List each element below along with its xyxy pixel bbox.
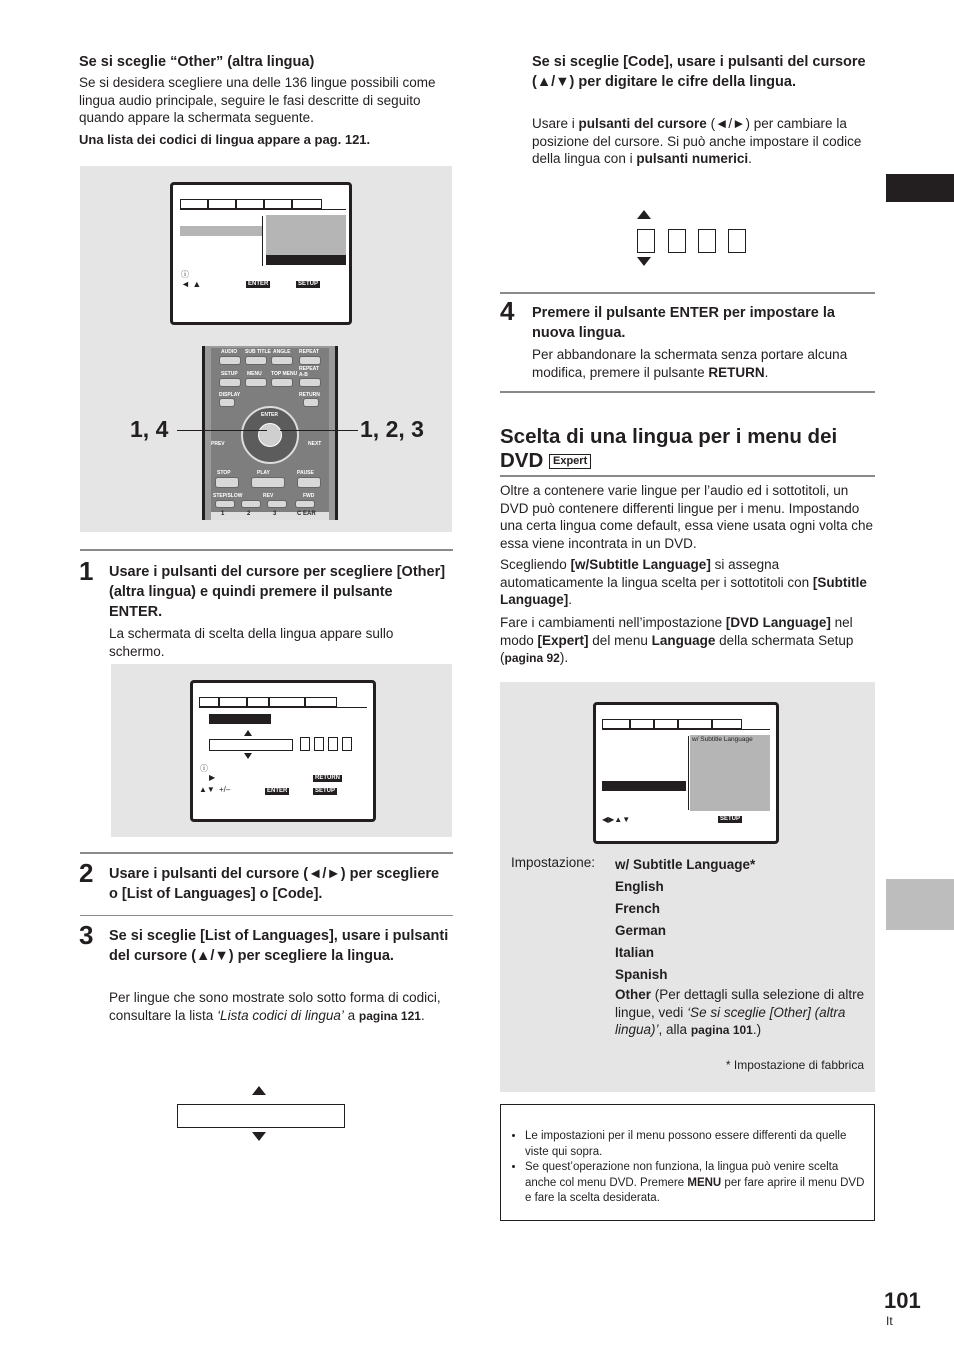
factory-default-note: * Impostazione di fabbrica bbox=[725, 1058, 864, 1072]
other-heading: Se si sceglie “Other” (altra lingua) bbox=[79, 54, 315, 70]
enter-button[interactable] bbox=[258, 423, 282, 447]
angle-button[interactable]: ANGLE bbox=[273, 349, 291, 355]
setup-label: SETUP bbox=[720, 816, 741, 822]
step1-text: La schermata di scelta della lingua appare sullo schermo. bbox=[109, 626, 394, 659]
clear-button[interactable]: C EAR bbox=[297, 511, 316, 517]
code-digit-2 bbox=[668, 229, 686, 253]
code-digit-4 bbox=[728, 229, 746, 253]
setting-option: w/ Subtitle Language* bbox=[615, 857, 756, 872]
step1-heading: Usare i pulsanti del cursore per scegliere [Other] (altra lingua) e quindi premere il pulsante ENTER. bbox=[109, 564, 446, 620]
setup-label: SETUP bbox=[298, 281, 319, 287]
up-arrow-icon bbox=[252, 1086, 266, 1095]
return-label: RETURN bbox=[315, 775, 340, 781]
enter-label: ENTER bbox=[248, 281, 269, 287]
code-digit-3 bbox=[698, 229, 716, 253]
setting-option: Spanish bbox=[615, 967, 668, 982]
setting-label: Impostazione: bbox=[511, 855, 596, 870]
callout-right: 1, 2, 3 bbox=[360, 416, 424, 442]
step-slow-button[interactable]: STEP/SLOW bbox=[213, 493, 243, 499]
up-arrow-icon bbox=[244, 730, 252, 736]
tv-screen-other bbox=[170, 182, 352, 325]
note-item: • Se quest’operazione non funziona, la lingua può venire scelta anche col menu DVD. Premere MENU per fare aprire il menu DVD e fare la scelta desiderata. bbox=[525, 1160, 870, 1207]
remote-control bbox=[202, 346, 338, 520]
page-number: 101 bbox=[884, 1288, 921, 1313]
step2-number: 2 bbox=[79, 858, 94, 888]
other-text: Se si desidera scegliere una delle 136 lingue possibili come lingua audio principale, seguire le fasi descritte di seguito quando appare la schermata seguente. bbox=[79, 75, 436, 125]
screen-highlight-label: w/ Subtitle Language bbox=[692, 736, 753, 743]
step4-text: Per abbandonare la schermata senza portare alcuna modifica, premere il pulsante RETURN. bbox=[532, 347, 848, 380]
step3-number: 3 bbox=[79, 920, 94, 950]
step1-number: 1 bbox=[79, 556, 94, 586]
language-select-panel bbox=[111, 664, 452, 837]
settings-list bbox=[615, 854, 865, 986]
code-heading: Se si sceglie [Code], usare i pulsanti del cursore (▲/▼) per digitare le cifre della lingua. bbox=[532, 54, 866, 90]
prev-button[interactable]: PREV bbox=[211, 441, 225, 447]
num3-button[interactable]: 3 bbox=[273, 511, 277, 517]
setting-option: Italian bbox=[615, 945, 655, 960]
updown-arrows-icon: ▲▼ bbox=[199, 785, 215, 794]
fwd-button[interactable]: FWD bbox=[303, 493, 315, 499]
setting-option: German bbox=[615, 923, 667, 938]
audio-button[interactable]: AUDIO bbox=[221, 349, 238, 355]
code-text: Usare i pulsanti del cursore (◄/►) per cambiare la posizione del cursore. Si può anche impostare il codice della lingua con i pulsanti numerici. bbox=[532, 116, 862, 166]
notes-box bbox=[500, 1104, 875, 1221]
up-arrow-icon bbox=[637, 210, 651, 219]
arrow-keys-icon: ◄ ▲ bbox=[181, 279, 202, 289]
repeat-ab-button[interactable]: REPEAT A-B bbox=[299, 366, 319, 378]
top-menu-button[interactable]: TOP MENU bbox=[271, 371, 298, 377]
code-digit-1 bbox=[637, 229, 655, 253]
info-icon: ⓘ bbox=[181, 270, 189, 279]
step3-text: Per lingue che sono mostrate solo sotto forma di codici, consultare la lista ‘Lista codici di lingua’ a pagina 121. bbox=[109, 990, 441, 1023]
enter-label: ENTER bbox=[267, 788, 288, 794]
section-title: Scelta di una lingua per i menu dei DVD Expert bbox=[500, 425, 838, 472]
repeat-button[interactable]: REPEAT bbox=[299, 349, 319, 355]
tv-screen-dvd-language bbox=[593, 702, 779, 844]
step3-heading: Se si sceglie [List of Languages], usare i pulsanti del cursore (▲/▼) per scegliere la lingua. bbox=[109, 928, 449, 964]
language-code-note: Una lista dei codici di lingua appare a pag. 121. bbox=[79, 132, 371, 147]
right-arrow-icon: ▶ bbox=[209, 773, 216, 782]
rev-button[interactable]: REV bbox=[263, 493, 274, 499]
para-dvd-language: Fare i cambiamenti nell’impostazione [DVD Language] nel modo [Expert] del menu Language della schermata Setup (pagina 92). bbox=[500, 615, 854, 665]
stop-button[interactable]: STOP bbox=[217, 470, 231, 476]
enter-text: ENTER bbox=[261, 412, 278, 418]
setting-option: English bbox=[615, 879, 664, 894]
down-arrow-icon bbox=[244, 753, 252, 759]
down-arrow-icon bbox=[252, 1132, 266, 1141]
step4-heading: Premere il pulsante ENTER per impostare la nuova lingua. bbox=[532, 305, 835, 341]
menu-button[interactable]: MENU bbox=[247, 371, 262, 377]
num1-button[interactable]: 1 bbox=[221, 511, 225, 517]
callout-left: 1, 4 bbox=[130, 416, 169, 442]
tv-screen-language-select bbox=[190, 680, 376, 822]
settings-panel bbox=[500, 682, 875, 1092]
para-subtitle: Scegliendo [w/Subtitle Language] si assegna automaticamente la lingua scelta per i sottotitoli con [Subtitle Language]. bbox=[500, 557, 867, 607]
figure-panel bbox=[80, 166, 452, 532]
pause-button[interactable]: PAUSE bbox=[297, 470, 314, 476]
down-arrow-icon bbox=[637, 257, 651, 266]
play-button[interactable]: PLAY bbox=[257, 470, 270, 476]
display-button[interactable]: DISPLAY bbox=[219, 392, 241, 398]
next-button[interactable]: NEXT bbox=[308, 441, 322, 447]
side-tab-section bbox=[886, 879, 954, 930]
setup-label: SETUP bbox=[315, 788, 336, 794]
plus-minus-label: +/– bbox=[219, 785, 231, 794]
subtitle-button[interactable]: SUB TITLE bbox=[245, 349, 271, 355]
expert-badge: Expert bbox=[549, 454, 591, 469]
side-tab-marker bbox=[886, 174, 954, 202]
setting-other: Other (Per dettagli sulla selezione di altre lingue, vedi ‘Se si sceglie [Other] (altra lingua)’, alla pagina 101.) bbox=[615, 987, 865, 1037]
step4-number: 4 bbox=[500, 296, 515, 326]
num2-button[interactable]: 2 bbox=[247, 511, 251, 517]
return-button[interactable]: RETURN bbox=[299, 392, 320, 398]
para-intro: Oltre a contenere varie lingue per l’audio ed i sottotitoli, un DVD può contenere differenti lingue per i menu. Impostando una certa lingua come default, essa viene usata ogni volta che essa viene incontrata in un DVD. bbox=[500, 483, 873, 551]
arrow-keys-icon: ◀▶▲▼ bbox=[602, 815, 631, 824]
language-code: It bbox=[886, 1314, 893, 1328]
note-item: • Le impostazioni per il menu possono essere differenti da quelle viste qui sopra. bbox=[525, 1129, 870, 1160]
info-icon: ⓘ bbox=[200, 764, 208, 773]
step2-heading: Usare i pulsanti del cursore (◄/►) per scegliere o [List of Languages] o [Code]. bbox=[109, 866, 440, 902]
setup-button[interactable]: SETUP bbox=[221, 371, 238, 377]
setting-option: French bbox=[615, 901, 661, 916]
language-list-field bbox=[177, 1104, 345, 1128]
